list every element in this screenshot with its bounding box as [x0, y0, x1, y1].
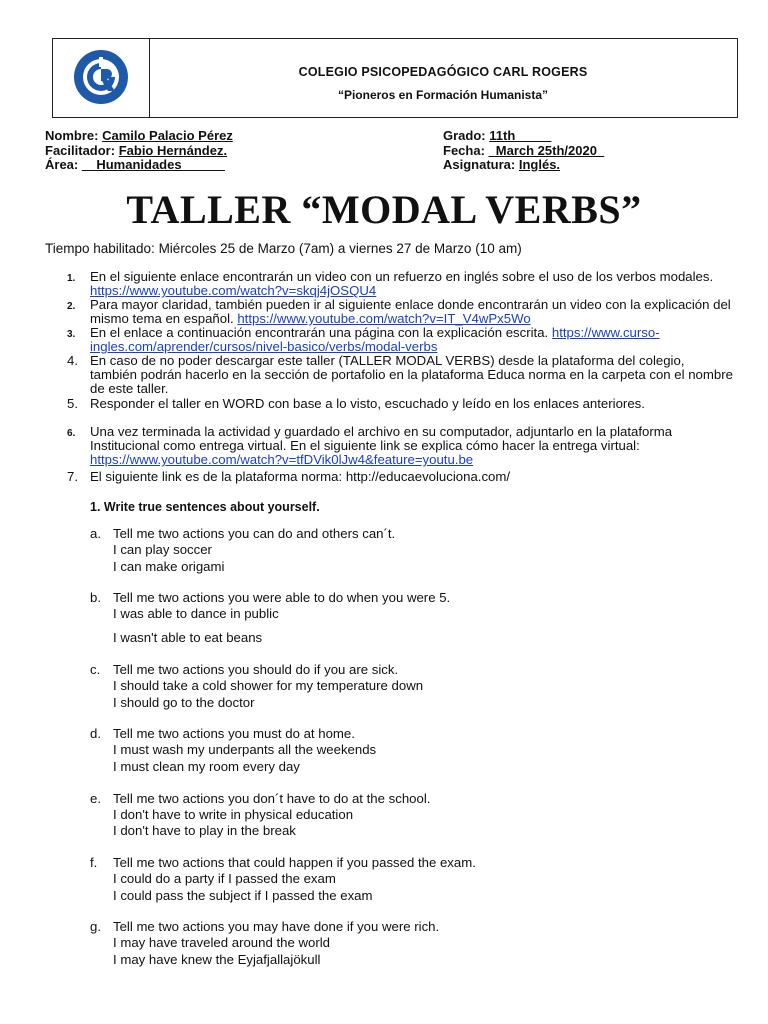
question-c: [90, 662, 398, 679]
header-box: [52, 38, 738, 118]
instruction-text: Una vez terminada la actividad y guardado el archivo en su computador, adjuntarlo en la plataforma Institucional como entrega virtual. En el siguiente link se explica cómo hacer la entrega virtual:: [90, 424, 673, 454]
instruction-7: [45, 470, 735, 484]
instruction-number: 7.: [67, 469, 78, 484]
curso-ingles-link[interactable]: https://www.curso-ingles.com/aprender/cursos/nivel-basico/verbs/modal-verbs: [90, 325, 660, 355]
grado-value: 11th_____: [489, 128, 552, 143]
carl-rogers-logo-icon: [71, 47, 131, 107]
question-letter: a.: [90, 526, 101, 541]
question-d: [90, 726, 355, 743]
answer-f-1: I could do a party if I passed the exam: [113, 871, 336, 886]
instruction-2: [45, 298, 735, 326]
question-letter: f.: [90, 855, 98, 870]
fecha-label: Fecha:: [443, 143, 485, 158]
question-letter: c.: [90, 662, 101, 677]
asignatura-label: Asignatura:: [443, 157, 516, 172]
instruction-text: En el enlace a continuación encontrarán una página con la explicación escrita.: [90, 325, 552, 340]
answer-b-1: I was able to dance in public: [113, 606, 279, 621]
answer-d-1: I must wash my underpants all the weekends: [113, 742, 377, 757]
answer-a-1: I can play soccer: [113, 542, 212, 557]
instruction-5: [45, 397, 735, 411]
instruction-number: 1.: [67, 273, 76, 284]
page-title: TALLER “MODAL VERBS”: [126, 187, 642, 232]
instruction-number: 4.: [67, 353, 78, 368]
school-motto: “Pioneros en Formación Humanista”: [337, 88, 549, 102]
tiempo-text: Tiempo habilitado: Miércoles 25 de Marzo (7am) a viernes 27 de Marzo (10 am): [45, 241, 522, 256]
school-name: COLEGIO PSICOPEDAGÓGICO CARL ROGERS: [298, 65, 588, 79]
section-heading: 1. Write true sentences about yourself.: [90, 500, 320, 514]
asignatura-field: [443, 157, 560, 172]
answer-a-2: I can make origami: [113, 559, 225, 574]
answer-g-2: I may have knew the Eyjafjallajökull: [113, 952, 321, 967]
instruction-6: [45, 425, 735, 468]
question-prompt: Tell me two actions you can do and others can´t.: [113, 526, 396, 541]
question-letter: e.: [90, 791, 101, 806]
instruction-text: En caso de no poder descargar este taller (TALLER MODAL VERBS) desde la plataforma del colegio, también podrán hacerlo en la sección de portafolio en la plataforma Educa norma en la carpeta con el nombre de este taller.: [90, 353, 733, 397]
question-b: [90, 590, 450, 607]
question-prompt: Tell me two actions you don´t have to do at the school.: [113, 791, 431, 806]
entrega-virtual-link[interactable]: https://www.youtube.com/watch?v=tfDVik0lJw4&feature=youtu.be: [90, 452, 474, 468]
grado-field: [443, 128, 551, 143]
area-field: [45, 157, 225, 172]
instruction-3: [45, 326, 735, 354]
fecha-value: _March 25th/2020_: [488, 143, 605, 158]
video-link-1[interactable]: https://www.youtube.com/watch?v=skqj4jOSQU4: [90, 283, 377, 299]
question-g: [90, 919, 439, 936]
video-link-2[interactable]: https://www.youtube.com/watch?v=IT_V4wPx5Wo: [237, 311, 531, 327]
answer-g-1: I may have traveled around the world: [113, 935, 330, 950]
instruction-number: 3.: [67, 329, 76, 340]
instruction-text: El siguiente link es de la plataforma norma: http://educaevoluciona.com/: [90, 469, 511, 484]
instruction-4: [45, 354, 735, 397]
facilitador-field: [45, 143, 227, 158]
asignatura-value: Inglés.: [518, 157, 561, 172]
nombre-label: Nombre:: [45, 128, 99, 143]
question-prompt: Tell me two actions you were able to do when you were 5.: [113, 590, 451, 605]
instruction-number: 6.: [67, 428, 76, 439]
question-prompt: Tell me two actions that could happen if you passed the exam.: [113, 855, 476, 870]
grado-label: Grado:: [443, 128, 486, 143]
question-prompt: Tell me two actions you must do at home.: [113, 726, 355, 741]
instruction-1: [45, 270, 735, 298]
answer-e-2: I don't have to play in the break: [113, 823, 296, 838]
nombre-value: Camilo Palacio Pérez: [102, 128, 233, 143]
instruction-text: Responder el taller en WORD con base a lo visto, escuchado y leído en los enlaces anteriores.: [90, 396, 645, 411]
answer-d-2: I must clean my room every day: [113, 759, 300, 774]
instruction-number: 2.: [67, 301, 76, 312]
question-a: [90, 526, 395, 543]
area-label: Área:: [45, 157, 79, 172]
fecha-field: [443, 143, 604, 158]
question-letter: d.: [90, 726, 101, 741]
facilitador-value: Fabio Hernández.: [118, 143, 228, 158]
instruction-text: Para mayor claridad, también pueden ir al siguiente enlace donde encontrarán un video con la explicación del mismo tema en español.: [90, 297, 731, 327]
question-prompt: Tell me two actions you may have done if you were rich.: [113, 919, 440, 934]
question-letter: b.: [90, 590, 101, 605]
facilitador-label: Facilitador:: [45, 143, 116, 158]
question-letter: g.: [90, 919, 101, 934]
question-e: [90, 791, 430, 808]
instruction-number: 5.: [67, 396, 78, 411]
question-prompt: Tell me two actions you should do if you are sick.: [113, 662, 399, 677]
area-value: __Humanidades______: [81, 157, 225, 172]
answer-c-1: I should take a cold shower for my temperature down: [113, 678, 424, 693]
answer-c-2: I should go to the doctor: [113, 695, 255, 710]
answer-e-1: I don't have to write in physical education: [113, 807, 354, 822]
question-f: [90, 855, 476, 872]
answer-f-2: I could pass the subject if I passed the exam: [113, 888, 373, 903]
answer-b-2: I wasn't able to eat beans: [113, 630, 263, 645]
instruction-text: En el siguiente enlace encontrarán un video con un refuerzo en inglés sobre el uso de los verbos modales.: [90, 269, 714, 284]
nombre-field: [45, 128, 233, 143]
logo-cell: [53, 39, 150, 117]
